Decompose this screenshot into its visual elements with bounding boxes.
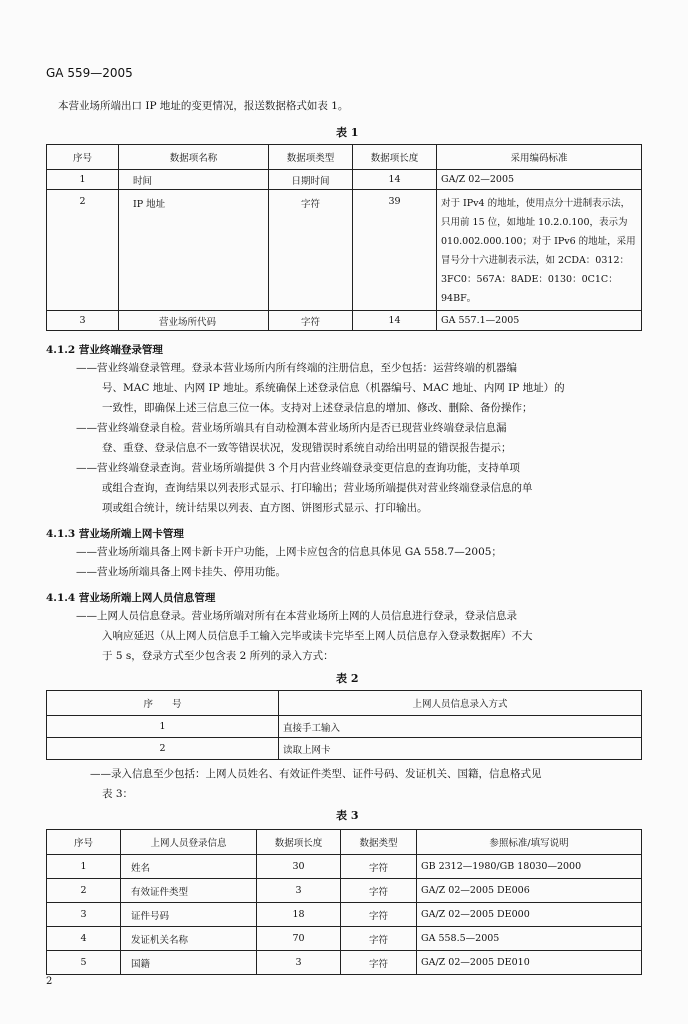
- table-3: [46, 829, 642, 975]
- table-cell: 18: [257, 903, 341, 927]
- table-cell: 姓名: [121, 855, 257, 879]
- table1-header-cell: 数据项名称: [119, 145, 269, 170]
- intro-paragraph: 本营业场所端出口 IP 地址的变更情况，报送数据格式如表 1。: [58, 100, 349, 112]
- table2-header-cell: 序 号: [47, 691, 279, 716]
- paragraph-line: ——上网人员信息登录。营业场所端对所有在本营业场所上网的人员信息进行登录，登录信息录: [76, 610, 517, 622]
- table-cell: GA/Z 02—2005 DE010: [417, 951, 642, 975]
- paragraph-line: 表 3：: [102, 788, 134, 800]
- table-cell: IP 地址: [119, 190, 269, 311]
- table2-header-cell: 上网人员信息录入方式: [279, 691, 642, 716]
- table3-header-cell: 参照标准/填写说明: [417, 830, 642, 855]
- paragraph-line: 登、重登、登录信息不一致等错误状况，发现错误时系统自动给出明显的错误报告提示；: [102, 442, 512, 454]
- paragraph-line: 于 5 s，登录方式至少包含表 2 所列的录入方式：: [102, 650, 334, 662]
- table-row: [47, 951, 642, 975]
- table-cell: 4: [47, 927, 121, 951]
- paragraph-line: ——营业终端登录管理。登录本营业场所内所有终端的注册信息，至少包括：运营终端的机器编: [76, 362, 517, 374]
- section-heading-4-1-2: 4.1.2 营业终端登录管理: [46, 344, 163, 356]
- page-number: 2: [46, 976, 53, 987]
- table-row: [47, 311, 642, 331]
- table-cell: 5: [47, 951, 121, 975]
- table-cell: 3: [47, 903, 121, 927]
- table-cell: 字符: [341, 855, 417, 879]
- table-cell: 发证机关名称: [121, 927, 257, 951]
- table-row: [47, 879, 642, 903]
- table3-header-cell: 数据类型: [341, 830, 417, 855]
- table-cell: 3: [257, 879, 341, 903]
- paragraph-line: 项或组合统计，统计结果以列表、直方图、饼图形式显示、打印输出。: [102, 502, 428, 514]
- table-cell: 国籍: [121, 951, 257, 975]
- table-cell: 证件号码: [121, 903, 257, 927]
- section-heading-4-1-4: 4.1.4 营业场所端上网人员信息管理: [46, 592, 216, 604]
- paragraph-line: 号、MAC 地址、内网 IP 地址。系统确保上述登录信息（机器编号、MAC 地址、内网 IP 地址）的: [102, 382, 565, 394]
- paragraph-line: ——营业场所端具备上网卡新卡开户功能，上网卡应包含的信息具体见 GA 558.7—2005；: [76, 546, 502, 558]
- table2-caption: 表 2: [336, 672, 359, 685]
- table3-header-cell: 数据项长度: [257, 830, 341, 855]
- table-cell: 3: [47, 311, 119, 331]
- table1-header-row: [47, 145, 642, 170]
- table-cell: 1: [47, 855, 121, 879]
- table-cell: 有效证件类型: [121, 879, 257, 903]
- table1-header-cell: 数据项长度: [353, 145, 437, 170]
- table1-header-cell: 采用编码标准: [437, 145, 642, 170]
- table-cell: 字符: [341, 879, 417, 903]
- table-row: [47, 738, 642, 760]
- table-cell: 14: [353, 311, 437, 331]
- table-cell: 2: [47, 190, 119, 311]
- table-cell: GB 2312—1980/GB 18030—2000: [417, 855, 642, 879]
- table-cell: 字符: [269, 190, 353, 311]
- table-2: [46, 690, 642, 760]
- table-cell: GA/Z 02—2005: [437, 170, 642, 190]
- table3-caption: 表 3: [336, 809, 359, 822]
- table-cell: 字符: [341, 903, 417, 927]
- table-cell: 1: [47, 170, 119, 190]
- table-cell: 3: [257, 951, 341, 975]
- table-row: [47, 190, 642, 311]
- table-cell: 14: [353, 170, 437, 190]
- table-cell: 70: [257, 927, 341, 951]
- table-cell: 日期时间: [269, 170, 353, 190]
- paragraph-line: ——营业场所端具备上网卡挂失、停用功能。: [76, 566, 286, 578]
- section-heading-4-1-3: 4.1.3 营业场所端上网卡管理: [46, 528, 184, 540]
- table3-header-row: [47, 830, 642, 855]
- table1-caption: 表 1: [336, 126, 359, 139]
- table-cell: GA/Z 02—2005 DE000: [417, 903, 642, 927]
- standard-header: GA 559—2005: [46, 66, 133, 80]
- table-cell: 字符: [341, 951, 417, 975]
- table3-header-cell: 上网人员登录信息: [121, 830, 257, 855]
- table-cell: 读取上网卡: [279, 738, 642, 760]
- table-cell: 直接手工输入: [279, 716, 642, 738]
- paragraph-line: ——营业终端登录自检。营业场所端具有自动检测本营业场所内是否已现营业终端登录信息漏: [76, 422, 507, 434]
- table-cell: 字符: [341, 927, 417, 951]
- table-cell: GA/Z 02—2005 DE006: [417, 879, 642, 903]
- table-cell: 对于 IPv4 的地址，使用点分十进制表示法，只用前 15 位，如地址 10.2.0.100，表示为 010.002.000.100；对于 IPv6 的地址，采用冒号分十六进制表示法，如 2CDA：0312：3FC0：567A：8ADE：0130：0C1C：94BF。: [437, 190, 642, 311]
- paragraph-line: 或组合查询，查询结果以列表形式显示、打印输出；营业场所端提供对营业终端登录信息的单: [102, 482, 533, 494]
- table3-header-cell: 序号: [47, 830, 121, 855]
- table-row: [47, 855, 642, 879]
- table-cell: 30: [257, 855, 341, 879]
- paragraph-line: 一致性，即确保上述三信息三位一体。支持对上述登录信息的增加、修改、删除、备份操作；: [102, 402, 533, 414]
- table1-header-cell: 数据项类型: [269, 145, 353, 170]
- table2-header-row: [47, 691, 642, 716]
- table-cell: 1: [47, 716, 279, 738]
- table-row: [47, 927, 642, 951]
- table-cell: GA 558.5—2005: [417, 927, 642, 951]
- table-1: [46, 144, 642, 331]
- table-cell: 营业场所代码: [119, 311, 269, 331]
- table-row: [47, 170, 642, 190]
- table-row: [47, 903, 642, 927]
- paragraph-line: ——录入信息至少包括：上网人员姓名、有效证件类型、证件号码、发证机关、国籍，信息格式见: [90, 768, 542, 780]
- table-cell: GA 557.1—2005: [437, 311, 642, 331]
- table-cell: 时间: [119, 170, 269, 190]
- table-row: [47, 716, 642, 738]
- table-cell: 字符: [269, 311, 353, 331]
- table-cell: 2: [47, 738, 279, 760]
- table1-header-cell: 序号: [47, 145, 119, 170]
- table-cell: 39: [353, 190, 437, 311]
- table-cell: 2: [47, 879, 121, 903]
- paragraph-line: 入响应延迟（从上网人员信息手工输入完毕或读卡完毕至上网人员信息存入登录数据库）不大: [102, 630, 533, 642]
- paragraph-line: ——营业终端登录查询。营业场所端提供 3 个月内营业终端登录变更信息的查询功能，支持单项: [76, 462, 520, 474]
